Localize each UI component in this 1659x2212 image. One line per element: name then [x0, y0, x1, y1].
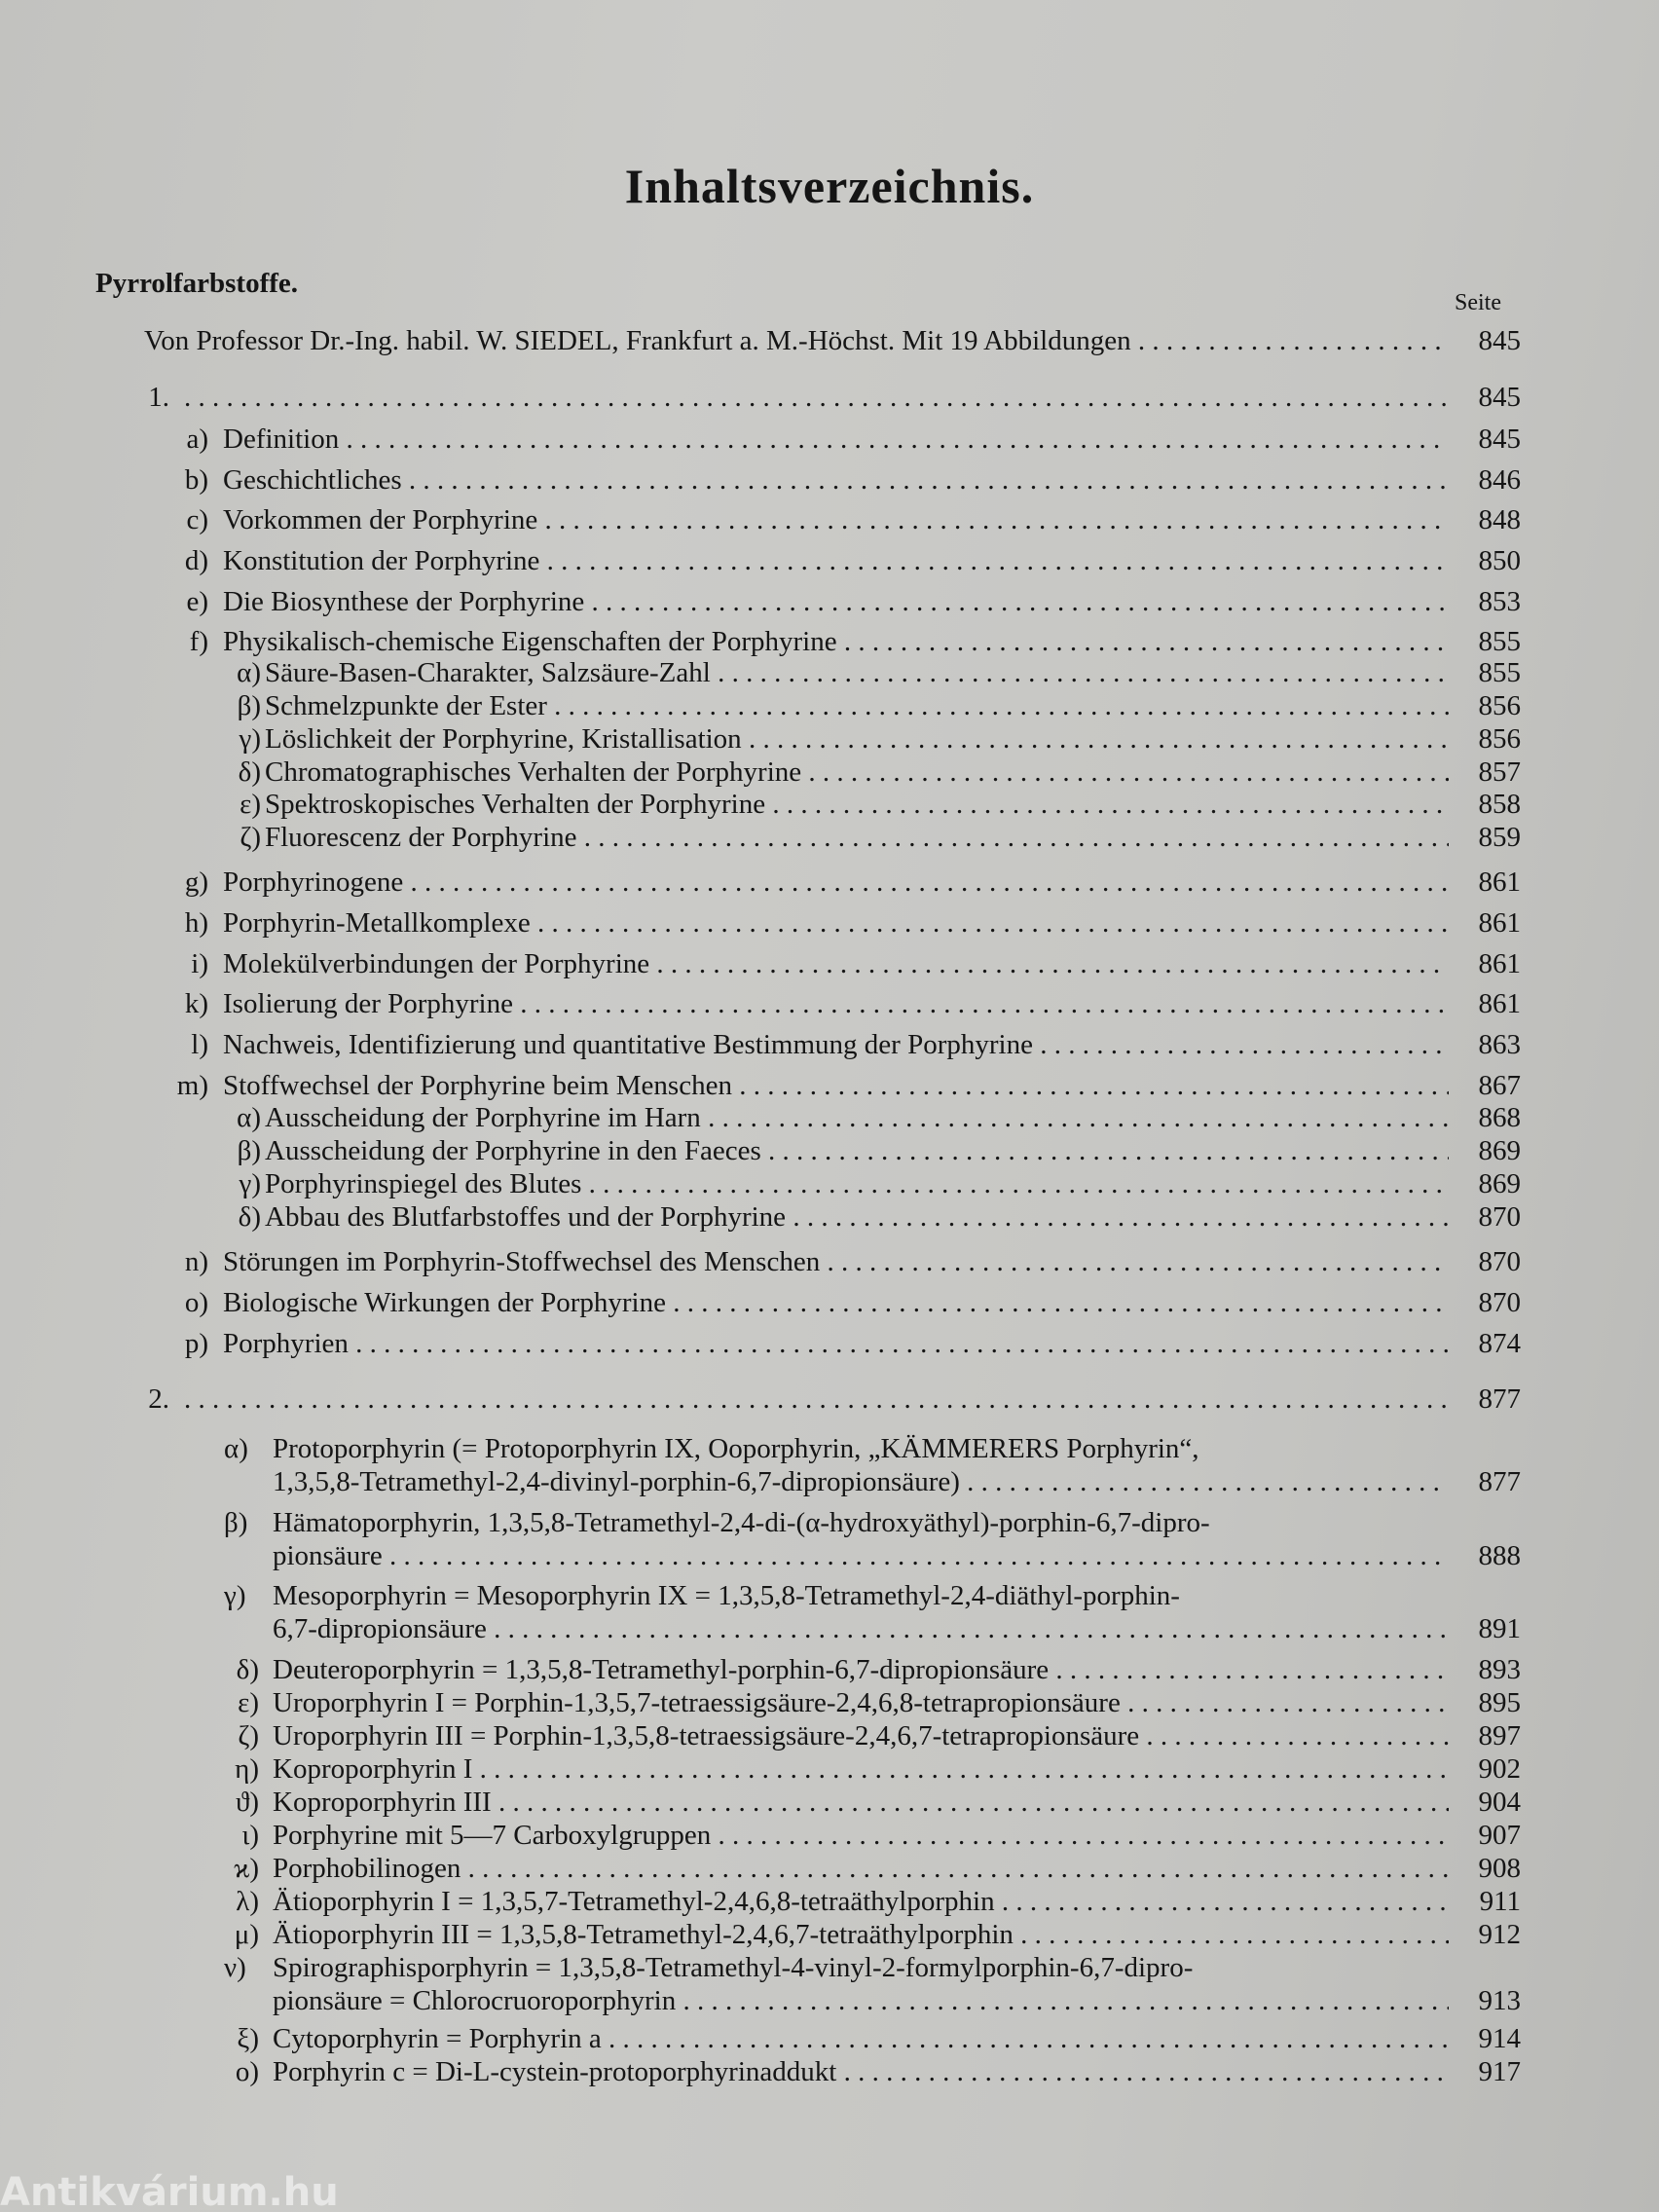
entry-page: 868 [1478, 1102, 1521, 1133]
entry-page: 897 [1478, 1720, 1521, 1751]
entry-label: d) [184, 545, 208, 576]
entry-page: 911 [1479, 1886, 1521, 1917]
toc-subentry [0, 1917, 1659, 1952]
entry-page: 914 [1478, 2023, 1521, 2054]
entry-page: 845 [1478, 382, 1521, 413]
entry-page: 856 [1478, 723, 1521, 755]
entry-title: Nachweis, Identifizierung und quantitative Bestimmung der Porphyrine . . . [223, 1027, 1449, 1062]
entry-label: ο) [235, 2056, 259, 2087]
toc-entry [0, 1285, 1659, 1320]
entry-title: Konstitution der Porphyrine . . . [223, 543, 1449, 578]
part-heading [0, 1382, 1659, 1417]
entry-page: 907 [1478, 1820, 1521, 1851]
entry-title: Porphyrin c = Di-L-cystein-protoporphyrinaddukt . . . [273, 2054, 1449, 2089]
entry-page: 853 [1478, 586, 1521, 617]
toc-subentry [0, 787, 1659, 822]
toc-subentry [0, 820, 1659, 855]
entry-page: 902 [1478, 1753, 1521, 1785]
entry-title-line: Protoporphyrin (= Protoporphyrin IX, Ooporphyrin, „KÄMMERERS Porphyrin“, [273, 1433, 1199, 1464]
entry-page: 870 [1478, 1287, 1521, 1318]
toc-subentry [0, 1983, 1659, 2018]
entry-title: Löslichkeit der Porphyrine, Kristallisation . . . [265, 721, 1449, 756]
entry-title: Säure-Basen-Charakter, Salzsäure-Zahl . . . [265, 655, 1449, 690]
entry-label: ϑ) [235, 1787, 259, 1818]
entry-page: 893 [1478, 1654, 1521, 1685]
toc-entry [0, 502, 1659, 537]
toc-subentry [0, 1751, 1659, 1787]
entry-label: γ) [239, 1168, 261, 1199]
toc-subentry [0, 1718, 1659, 1753]
entry-page: 891 [1478, 1613, 1521, 1644]
toc-subentry [0, 721, 1659, 756]
entry-page: 856 [1478, 690, 1521, 721]
entry-title: 6,7-dipropionsäure . . . [273, 1611, 1449, 1646]
entry-page: 888 [1478, 1540, 1521, 1571]
entry-title: Porphobilinogen . . . [273, 1851, 1449, 1886]
entry-page: 908 [1478, 1853, 1521, 1884]
entry-label: ϰ) [234, 1853, 259, 1884]
entry-title: pionsäure . . . [273, 1538, 1449, 1573]
toc-subentry [0, 755, 1659, 790]
toc-subentry [0, 1464, 1659, 1499]
toc-entry [0, 1068, 1659, 1103]
toc-entry [0, 1027, 1659, 1062]
entry-label: m) [176, 1070, 208, 1101]
entry-title: Spektroskopisches Verhalten der Porphyrine . . . [265, 787, 1449, 822]
entry-label: μ) [234, 1919, 259, 1950]
entry-label: e) [186, 586, 208, 617]
entry-page: 845 [1478, 325, 1521, 356]
toc-entry [0, 462, 1659, 498]
entry-page: 850 [1478, 545, 1521, 576]
entry-label: η) [235, 1753, 259, 1785]
entry-page: 861 [1478, 988, 1521, 1019]
entry-title: pionsäure = Chlorocruoroporphyrin . . . [273, 1983, 1449, 2018]
page-column-label: Seite [1455, 290, 1501, 315]
entry-title: Chromatographisches Verhalten der Porphyrine . . . [265, 755, 1449, 790]
entry-label: n) [184, 1246, 208, 1277]
entry-page: 861 [1478, 907, 1521, 939]
toc-subentry [0, 655, 1659, 690]
entry-title: Koproporphyrin I . . . [273, 1751, 1449, 1787]
entry-title: Deuteroporphyrin = 1,3,5,8-Tetramethyl-porphin-6,7-dipropionsäure . . . [273, 1652, 1449, 1687]
entry-label: l) [191, 1029, 208, 1060]
entry-page: 895 [1478, 1687, 1521, 1718]
toc-subentry [0, 1851, 1659, 1886]
entry-page: 904 [1478, 1787, 1521, 1818]
toc-subentry [0, 1884, 1659, 1919]
entry-label: ξ) [237, 2023, 259, 2054]
entry-label: α) [237, 657, 261, 688]
toc-subentry [0, 1133, 1659, 1168]
entry-label: p) [184, 1328, 208, 1359]
entry-title: Abbau des Blutfarbstoffes und der Porphyrine . . . [265, 1199, 1449, 1235]
entry-page: 869 [1478, 1168, 1521, 1199]
entry-page: 863 [1478, 1029, 1521, 1060]
entry-title-line: Spirographisporphyrin = 1,3,5,8-Tetramethyl-4-vinyl-2-formylporphin-6,7-dipro- [273, 1952, 1194, 1983]
entry-title: Geschichtliches . . . [223, 462, 1449, 498]
entry-page: 855 [1478, 626, 1521, 657]
toc-subentry [0, 2054, 1659, 2089]
entry-page: 913 [1478, 1985, 1521, 2016]
entry-page: 857 [1478, 756, 1521, 788]
entry-label: f) [189, 626, 208, 657]
toc-entry [0, 946, 1659, 981]
entry-label: γ) [239, 723, 261, 755]
entry-page: 877 [1478, 1383, 1521, 1415]
entry-title: Störungen im Porphyrin-Stoffwechsel des Menschen . . . [223, 1244, 1449, 1279]
entry-title: Isolierung der Porphyrine . . . [223, 986, 1449, 1021]
entry-title: Stoffwechsel der Porphyrine beim Menschen . . . [223, 1068, 1449, 1103]
entry-page: 869 [1478, 1135, 1521, 1166]
entry-page: 846 [1478, 464, 1521, 496]
entry-page: 845 [1478, 424, 1521, 455]
entry-label: ε) [238, 1687, 259, 1718]
entry-page: 870 [1478, 1201, 1521, 1233]
entry-label: α) [237, 1102, 261, 1133]
entry-label: a) [186, 424, 208, 455]
entry-label: h) [184, 907, 208, 939]
entry-title: 1,3,5,8-Tetramethyl-2,4-divinyl-porphin-6,7-dipropionsäure) . . . [273, 1464, 1449, 1499]
toc-subentry [0, 1611, 1659, 1646]
toc-subentry [0, 1652, 1659, 1687]
entry-title: Porphyrinspiegel des Blutes . . . [265, 1166, 1449, 1201]
entry-title: Cytoporphyrin = Porphyrin a . . . [273, 2021, 1449, 2056]
author-line [0, 323, 1659, 358]
toc-entry [0, 422, 1659, 457]
toc-subentry [0, 1100, 1659, 1135]
entry-title: Porphyrin-Metallkomplexe . . . [223, 905, 1449, 940]
part-heading [0, 380, 1659, 415]
entry-title: Vorkommen der Porphyrine . . . [223, 502, 1449, 537]
entry-label: δ) [236, 1654, 259, 1685]
entry-title: Definition . . . [223, 422, 1449, 457]
entry-label: β) [237, 1135, 261, 1166]
entry-title: Ausscheidung der Porphyrine in den Faeces . . . [265, 1133, 1449, 1168]
entry-title: Ätioporphyrin I = 1,3,5,7-Tetramethyl-2,4,6,8-tetraäthylporphin . . . [273, 1884, 1449, 1919]
entry-label: i) [191, 948, 208, 979]
toc-subentry [0, 2021, 1659, 2056]
entry-title: Die Biosynthese der Porphyrine . . . [223, 584, 1449, 619]
entry-title: Fluorescenz der Porphyrine . . . [265, 820, 1449, 855]
entry-title [184, 380, 1449, 415]
watermark: Antikvárium.hu [0, 2173, 339, 2212]
entry-label: β) [237, 690, 261, 721]
entry-page: 917 [1478, 2056, 1521, 2087]
toc-subentry [0, 1785, 1659, 1820]
toc-entry [0, 865, 1659, 900]
entry-page: 861 [1478, 866, 1521, 898]
entry-title: Physikalisch-chemische Eigenschaften der Porphyrine . . . [223, 624, 1449, 659]
toc-subentry [0, 1818, 1659, 1853]
entry-page: 861 [1478, 948, 1521, 979]
toc-subentry [0, 1166, 1659, 1201]
entry-title: Ätioporphyrin III = 1,3,5,8-Tetramethyl-2,4,6,7-tetraäthylporphin . . . [273, 1917, 1449, 1952]
entry-label: o) [184, 1287, 208, 1318]
entry-title: Koproporphyrin III . . . [273, 1785, 1449, 1820]
toc-entry [0, 986, 1659, 1021]
entry-title: Schmelzpunkte der Ester . . . [265, 688, 1449, 723]
entry-label: λ) [236, 1886, 259, 1917]
toc-entry [0, 1326, 1659, 1361]
toc-entry [0, 543, 1659, 578]
entry-title [184, 1382, 1449, 1417]
toc-subentry [0, 1538, 1659, 1573]
entry-page: 874 [1478, 1328, 1521, 1359]
entry-label: b) [184, 464, 208, 496]
entry-label: δ) [238, 1201, 261, 1233]
entry-page: 858 [1478, 789, 1521, 820]
toc-subentry [0, 688, 1659, 723]
section-heading: Pyrrolfarbstoffe. [95, 268, 299, 299]
toc-entry [0, 1244, 1659, 1279]
toc-entry [0, 584, 1659, 619]
toc-entry [0, 905, 1659, 940]
entry-page: 859 [1478, 822, 1521, 853]
page-title: Inhaltsverzeichnis. [624, 159, 1035, 213]
entry-title: Molekülverbindungen der Porphyrine . . . [223, 946, 1449, 981]
entry-title: Porphyrien . . . [223, 1326, 1449, 1361]
entry-label: 2. [148, 1383, 169, 1415]
entry-title: Von Professor Dr.-Ing. habil. W. SIEDEL, Frankfurt a. M.-Höchst. Mit 19 Abbildungen . . . [144, 323, 1449, 358]
entry-label: α) [224, 1433, 248, 1464]
entry-page: 867 [1478, 1070, 1521, 1101]
entry-label: δ) [238, 756, 261, 788]
toc-entry [0, 624, 1659, 659]
entry-page: 855 [1478, 657, 1521, 688]
entry-label: k) [184, 988, 208, 1019]
toc-subentry [0, 1199, 1659, 1235]
entry-label: β) [224, 1507, 248, 1538]
entry-title: Porphyrine mit 5—7 Carboxylgruppen . . . [273, 1818, 1449, 1853]
entry-page: 870 [1478, 1246, 1521, 1277]
toc-subentry [0, 1685, 1659, 1720]
entry-title: Porphyrinogene . . . [223, 865, 1449, 900]
entry-label: ν) [224, 1952, 246, 1983]
entry-label: 1. [148, 382, 169, 413]
entry-title-line: Mesoporphyrin = Mesoporphyrin IX = 1,3,5,8-Tetramethyl-2,4-diäthyl-porphin- [273, 1580, 1180, 1611]
entry-page: 848 [1478, 504, 1521, 535]
entry-page: 912 [1478, 1919, 1521, 1950]
entry-title: Biologische Wirkungen der Porphyrine . . . [223, 1285, 1449, 1320]
entry-label: ε) [240, 789, 261, 820]
entry-title: Uroporphyrin III = Porphin-1,3,5,8-tetraessigsäure-2,4,6,7-tetrapropionsäure . . . [273, 1718, 1449, 1753]
entry-title-line: Hämatoporphyrin, 1,3,5,8-Tetramethyl-2,4-di-(α-hydroxyäthyl)-porphin-6,7-dipro- [273, 1507, 1210, 1538]
entry-label: ι) [241, 1820, 259, 1851]
entry-label: ζ) [240, 822, 261, 853]
entry-label: γ) [224, 1580, 246, 1611]
entry-page: 877 [1478, 1466, 1521, 1497]
entry-label: c) [186, 504, 208, 535]
entry-label: ζ) [238, 1720, 259, 1751]
entry-title: Ausscheidung der Porphyrine im Harn . . . [265, 1100, 1449, 1135]
entry-label: g) [184, 866, 208, 898]
entry-title: Uroporphyrin I = Porphin-1,3,5,7-tetraessigsäure-2,4,6,8-tetrapropionsäure . . . [273, 1685, 1449, 1720]
